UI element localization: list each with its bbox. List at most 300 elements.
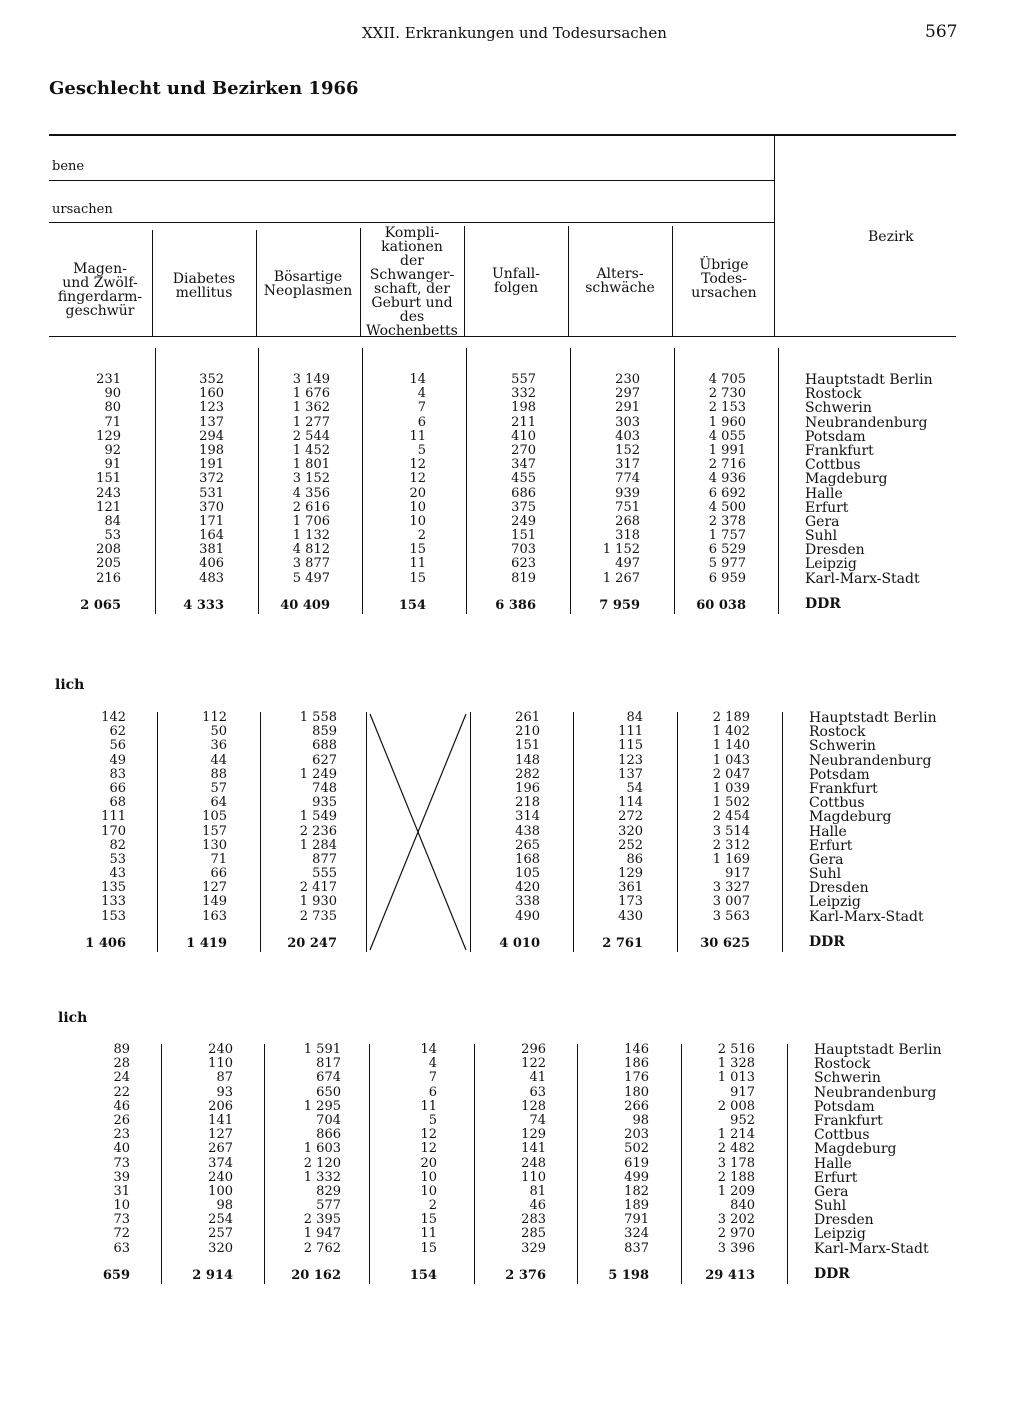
table-cell: 1 362 [292, 400, 330, 416]
col-sep [681, 1044, 682, 1284]
table-cell: 819 [511, 570, 536, 586]
table-cell: 137 [199, 414, 224, 430]
table-cell: 1 169 [712, 851, 750, 867]
table-cell: 2 188 [717, 1169, 755, 1185]
table-cell: 748 [312, 780, 337, 796]
column-accidents [476, 373, 536, 586]
column-neoplasms [277, 711, 337, 924]
table-cell: 198 [199, 442, 224, 458]
table-cell: 2 730 [708, 386, 746, 402]
table-cell: 31 [113, 1183, 130, 1199]
table-cell: 2 120 [303, 1155, 341, 1171]
table-cell: 3 152 [292, 471, 330, 487]
table-cell: 1 328 [717, 1056, 755, 1072]
table-cell: 370 [199, 499, 224, 515]
top-rule [49, 134, 956, 136]
district-name: Gera [809, 851, 844, 868]
total-pregnancy: 154 [398, 598, 426, 613]
col-sep [464, 226, 465, 336]
table-cell: 210 [515, 724, 540, 740]
table-cell: 170 [101, 823, 126, 839]
table-cell: 703 [511, 542, 536, 558]
table-cell: 153 [101, 908, 126, 924]
table-cell: 420 [515, 880, 540, 896]
col-sep [474, 1044, 475, 1284]
table-cell: 180 [624, 1084, 649, 1100]
bezirk-header: Bezirk [868, 229, 914, 245]
col-head-senility: Alters- schwäche [585, 266, 655, 296]
table-cell: 774 [615, 471, 640, 487]
table-cell: 205 [96, 556, 121, 572]
total-senility: 2 761 [602, 936, 643, 951]
district-name: Frankfurt [809, 780, 878, 797]
table-cell: 10 [113, 1198, 130, 1214]
table-cell: 272 [618, 809, 643, 825]
table-cell: 66 [210, 866, 227, 882]
table-cell: 497 [615, 556, 640, 572]
table-cell: 83 [109, 766, 126, 782]
table-cell: 73 [113, 1212, 130, 1228]
table-cell: 191 [199, 457, 224, 473]
table-cell: 163 [202, 908, 227, 924]
table-cell: 168 [515, 851, 540, 867]
table-cell: 1 960 [708, 414, 746, 430]
table-cell: 111 [618, 724, 643, 740]
district-name: Leipzig [814, 1226, 866, 1243]
table-cell: 627 [312, 752, 337, 768]
table-cell: 64 [210, 795, 227, 811]
total-label: DDR [814, 1266, 850, 1282]
district-name: Neubrandenburg [805, 414, 928, 431]
column-ulcer [61, 373, 121, 586]
table-cell: 240 [208, 1169, 233, 1185]
table-cell: 26 [113, 1112, 130, 1128]
table-cell: 6 [417, 414, 426, 430]
table-cell: 11 [420, 1226, 437, 1242]
table-cell: 265 [515, 837, 540, 853]
table-cell: 89 [113, 1042, 130, 1057]
table-cell: 189 [624, 1198, 649, 1214]
table-cell: 5 [417, 442, 426, 458]
table-cell: 20 [409, 485, 426, 501]
column-diabetes [173, 1043, 233, 1256]
table-cell: 1 267 [602, 570, 640, 586]
table-cell: 3 514 [712, 823, 750, 839]
col-sep [258, 348, 259, 614]
table-cell: 1 209 [717, 1183, 755, 1199]
table-cell: 171 [199, 513, 224, 529]
table-cell: 332 [511, 386, 536, 402]
district-name: Schwerin [809, 738, 876, 755]
table-cell: 490 [515, 908, 540, 924]
table-cell: 2 378 [708, 513, 746, 529]
table-cell: 1 402 [712, 724, 750, 740]
col-sep [568, 226, 569, 336]
col-sep [778, 348, 779, 614]
table-cell: 1 452 [292, 442, 330, 458]
table-cell: 11 [409, 428, 426, 444]
table-cell: 15 [409, 570, 426, 586]
table-cell: 2 008 [717, 1098, 755, 1114]
table-cell: 176 [624, 1070, 649, 1086]
table-cell: 2 047 [712, 766, 750, 782]
table-cell: 216 [96, 570, 121, 586]
table-cell: 4 [428, 1056, 437, 1072]
district-name: Neubrandenburg [814, 1084, 937, 1101]
col-sep [264, 1044, 265, 1284]
table-cell: 43 [109, 866, 126, 882]
table-cell: 318 [615, 528, 640, 544]
table-cell: 24 [113, 1070, 130, 1086]
table-cell: 81 [529, 1183, 546, 1199]
table-cell: 12 [420, 1141, 437, 1157]
col-sep [369, 1044, 370, 1284]
col-sep [362, 348, 363, 614]
table-cell: 164 [199, 528, 224, 544]
table-cell: 266 [624, 1098, 649, 1114]
table-cell: 866 [316, 1127, 341, 1143]
table-cell: 4 356 [292, 485, 330, 501]
total-label: DDR [809, 934, 845, 950]
bezirk-divider [774, 136, 775, 336]
total-accidents: 4 010 [499, 936, 540, 951]
table-cell: 198 [511, 400, 536, 416]
table-cell: 196 [515, 780, 540, 796]
table-cell: 1 947 [303, 1226, 341, 1242]
table-cell: 20 [420, 1155, 437, 1171]
table-cell: 127 [202, 880, 227, 896]
table-cell: 54 [626, 780, 643, 796]
table-cell: 149 [202, 894, 227, 910]
table-cell: 2 417 [299, 880, 337, 896]
column-pregnancy [366, 373, 426, 586]
district-name: Halle [809, 823, 847, 840]
col-head-pregnancy: Kompli- kationen der Schwanger- schaft, der Geburt und des Wochenbetts [366, 225, 458, 339]
table-cell: 91 [104, 457, 121, 473]
total-other: 29 413 [705, 1268, 755, 1283]
table-cell: 53 [104, 528, 121, 544]
table-cell: 211 [511, 414, 536, 430]
column-senility [589, 1043, 649, 1256]
table-cell: 5 497 [292, 570, 330, 586]
table-cell: 267 [208, 1141, 233, 1157]
table-cell: 303 [615, 414, 640, 430]
col-head-other: Übrige Todes- ursachen [691, 257, 757, 301]
table-cell: 63 [113, 1240, 130, 1256]
column-ulcer [70, 1043, 130, 1256]
table-cell: 1 801 [292, 457, 330, 473]
table-cell: 135 [101, 880, 126, 896]
district-name: Leipzig [805, 556, 857, 573]
table-cell: 133 [101, 894, 126, 910]
table-cell: 173 [618, 894, 643, 910]
table-cell: 6 [428, 1084, 437, 1100]
table-cell: 686 [511, 485, 536, 501]
table-cell: 3 007 [712, 894, 750, 910]
table-cell: 374 [208, 1155, 233, 1171]
district-name: Schwerin [805, 400, 872, 417]
table-cell: 240 [208, 1042, 233, 1057]
table-cell: 1 140 [712, 738, 750, 754]
total-ulcer: 1 406 [85, 936, 126, 951]
table-cell: 751 [615, 499, 640, 515]
table-cell: 2 544 [292, 428, 330, 444]
table-cell: 50 [210, 724, 227, 740]
col-sep [577, 1044, 578, 1284]
table-cell: 121 [96, 499, 121, 515]
table-cell: 90 [104, 386, 121, 402]
district-name: Rostock [805, 386, 862, 403]
table-cell: 146 [624, 1042, 649, 1057]
district-name: Karl-Marx-Stadt [809, 908, 924, 925]
table-cell: 12 [409, 471, 426, 487]
district-name: Dresden [805, 542, 865, 559]
col-sep [787, 1044, 788, 1284]
table-cell: 10 [420, 1183, 437, 1199]
table-cell: 2 153 [708, 400, 746, 416]
chapter-header: XXII. Erkrankungen und Todesursachen [362, 24, 667, 42]
table-cell: 5 [428, 1112, 437, 1128]
table-cell: 917 [730, 1084, 755, 1100]
table-cell: 403 [615, 428, 640, 444]
table-cell: 939 [615, 485, 640, 501]
district-name: Gera [814, 1183, 849, 1200]
total-neoplasms: 20 162 [291, 1268, 341, 1283]
table-cell: 1 295 [303, 1098, 341, 1114]
section-label-male: lich [55, 677, 85, 693]
col-sep [573, 712, 574, 952]
district-name: Dresden [814, 1212, 874, 1229]
col-sep [570, 348, 571, 614]
district-name: Leipzig [809, 894, 861, 911]
col-sep [161, 1044, 162, 1284]
table-cell: 406 [199, 556, 224, 572]
table-cell: 1 284 [299, 837, 337, 853]
table-cell: 72 [113, 1226, 130, 1242]
table-cell: 114 [618, 795, 643, 811]
table-cell: 291 [615, 400, 640, 416]
district-list [805, 373, 933, 586]
district-name: Rostock [809, 724, 866, 741]
table-cell: 1 991 [708, 442, 746, 458]
table-cell: 41 [529, 1070, 546, 1086]
table-cell: 249 [511, 513, 536, 529]
table-cell: 4 705 [708, 372, 746, 387]
header-rule-1 [49, 180, 774, 181]
table-cell: 619 [624, 1155, 649, 1171]
col-sep [466, 348, 467, 614]
table-cell: 7 [417, 400, 426, 416]
table-cell: 317 [615, 457, 640, 473]
table-cell: 2 [417, 528, 426, 544]
district-name: Dresden [809, 880, 869, 897]
table-cell: 1 013 [717, 1070, 755, 1086]
table-cell: 935 [312, 795, 337, 811]
table-cell: 130 [202, 837, 227, 853]
column-pregnancy [377, 1043, 437, 1256]
table-cell: 791 [624, 1212, 649, 1228]
table-cell: 1 277 [292, 414, 330, 430]
table-cell: 3 396 [717, 1240, 755, 1256]
district-name: Erfurt [805, 499, 849, 516]
table-cell: 4 [417, 386, 426, 402]
table-cell: 4 812 [292, 542, 330, 558]
table-cell: 347 [511, 457, 536, 473]
table-cell: 1 591 [303, 1042, 341, 1057]
table-cell: 14 [409, 372, 426, 387]
table-cell: 22 [113, 1084, 130, 1100]
table-cell: 296 [521, 1042, 546, 1057]
table-cell: 261 [515, 710, 540, 725]
total-other: 30 625 [700, 936, 750, 951]
table-cell: 499 [624, 1169, 649, 1185]
column-diabetes [164, 373, 224, 586]
table-cell: 28 [113, 1056, 130, 1072]
table-cell: 338 [515, 894, 540, 910]
not-applicable-cross [366, 712, 470, 952]
table-cell: 361 [618, 880, 643, 896]
table-cell: 1 249 [299, 766, 337, 782]
table-cell: 1 706 [292, 513, 330, 529]
column-accidents [486, 1043, 546, 1256]
district-name: Magdeburg [809, 809, 892, 826]
table-cell: 623 [511, 556, 536, 572]
district-name: Neubrandenburg [809, 752, 932, 769]
table-cell: 1 043 [712, 752, 750, 768]
column-neoplasms [281, 1043, 341, 1256]
table-cell: 231 [96, 372, 121, 387]
district-name: Erfurt [814, 1169, 858, 1186]
table-cell: 137 [618, 766, 643, 782]
table-cell: 4 936 [708, 471, 746, 487]
district-name: Magdeburg [814, 1141, 897, 1158]
col-head-neoplasms: Bösartige Neoplasmen [263, 269, 353, 299]
table-cell: 283 [521, 1212, 546, 1228]
table-cell: 2 482 [717, 1141, 755, 1157]
table-cell: 141 [521, 1141, 546, 1157]
table-cell: 208 [96, 542, 121, 558]
table-cell: 157 [202, 823, 227, 839]
table-cell: 203 [624, 1127, 649, 1143]
table-cell: 252 [618, 837, 643, 853]
table-cell: 2 735 [299, 908, 337, 924]
table-cell: 105 [515, 866, 540, 882]
table-cell: 129 [96, 428, 121, 444]
total-senility: 5 198 [608, 1268, 649, 1283]
table-cell: 46 [529, 1198, 546, 1214]
table-cell: 4 055 [708, 428, 746, 444]
table-cell: 531 [199, 485, 224, 501]
table-cell: 430 [618, 908, 643, 924]
table-cell: 63 [529, 1084, 546, 1100]
district-list [814, 1043, 942, 1256]
table-cell: 88 [210, 766, 227, 782]
table-cell: 160 [199, 386, 224, 402]
table-cell: 84 [104, 513, 121, 529]
table-cell: 206 [208, 1098, 233, 1114]
table-cell: 1 603 [303, 1141, 341, 1157]
table-cell: 650 [316, 1084, 341, 1100]
district-name: Cottbus [814, 1127, 870, 1144]
table-cell: 49 [109, 752, 126, 768]
total-pregnancy: 154 [409, 1268, 437, 1283]
table-cell: 110 [521, 1169, 546, 1185]
header-row-label-1: bene [52, 159, 85, 174]
district-name: Hauptstadt Berlin [805, 372, 933, 388]
table-cell: 62 [109, 724, 126, 740]
column-other [686, 373, 746, 586]
table-cell: 15 [420, 1240, 437, 1256]
table-title: Geschlecht und Bezirken 1966 [49, 78, 359, 99]
table-cell: 93 [216, 1084, 233, 1100]
table-cell: 111 [101, 809, 126, 825]
header-rule-2 [49, 222, 774, 223]
table-cell: 704 [316, 1112, 341, 1128]
table-cell: 3 327 [712, 880, 750, 896]
total-diabetes: 1 419 [186, 936, 227, 951]
district-name: Cottbus [809, 795, 865, 812]
table-cell: 82 [109, 837, 126, 853]
table-cell: 829 [316, 1183, 341, 1199]
table-cell: 320 [208, 1240, 233, 1256]
column-ulcer [66, 711, 126, 924]
table-cell: 84 [626, 710, 643, 725]
table-cell: 2 716 [708, 457, 746, 473]
col-sep [674, 348, 675, 614]
table-cell: 148 [515, 752, 540, 768]
table-cell: 917 [725, 866, 750, 882]
table-cell: 142 [101, 710, 126, 725]
table-cell: 952 [730, 1112, 755, 1128]
col-head-diabetes: Diabetes mellitus [172, 271, 236, 301]
table-cell: 15 [420, 1212, 437, 1228]
table-cell: 11 [420, 1098, 437, 1114]
table-cell: 98 [216, 1198, 233, 1214]
table-cell: 36 [210, 738, 227, 754]
table-cell: 555 [312, 866, 337, 882]
table-cell: 151 [96, 471, 121, 487]
col-sep [256, 230, 257, 336]
table-cell: 71 [210, 851, 227, 867]
table-cell: 5 977 [708, 556, 746, 572]
district-name: Cottbus [805, 457, 861, 474]
district-name: Suhl [809, 866, 842, 883]
table-cell: 74 [529, 1112, 546, 1128]
table-cell: 3 149 [292, 372, 330, 387]
table-cell: 248 [521, 1155, 546, 1171]
table-cell: 7 [428, 1070, 437, 1086]
table-cell: 688 [312, 738, 337, 754]
total-label: DDR [805, 596, 841, 612]
header-bottom-rule [49, 336, 956, 337]
total-diabetes: 4 333 [183, 598, 224, 613]
table-cell: 230 [615, 372, 640, 387]
table-cell: 105 [202, 809, 227, 825]
table-cell: 2 189 [712, 710, 750, 725]
table-cell: 375 [511, 499, 536, 515]
district-list [809, 711, 937, 924]
table-cell: 4 500 [708, 499, 746, 515]
table-cell: 2 [428, 1198, 437, 1214]
table-cell: 837 [624, 1240, 649, 1256]
table-cell: 86 [626, 851, 643, 867]
table-cell: 56 [109, 738, 126, 754]
table-cell: 502 [624, 1141, 649, 1157]
table-cell: 71 [104, 414, 121, 430]
table-cell: 297 [615, 386, 640, 402]
table-cell: 129 [618, 866, 643, 882]
table-cell: 2 970 [717, 1226, 755, 1242]
